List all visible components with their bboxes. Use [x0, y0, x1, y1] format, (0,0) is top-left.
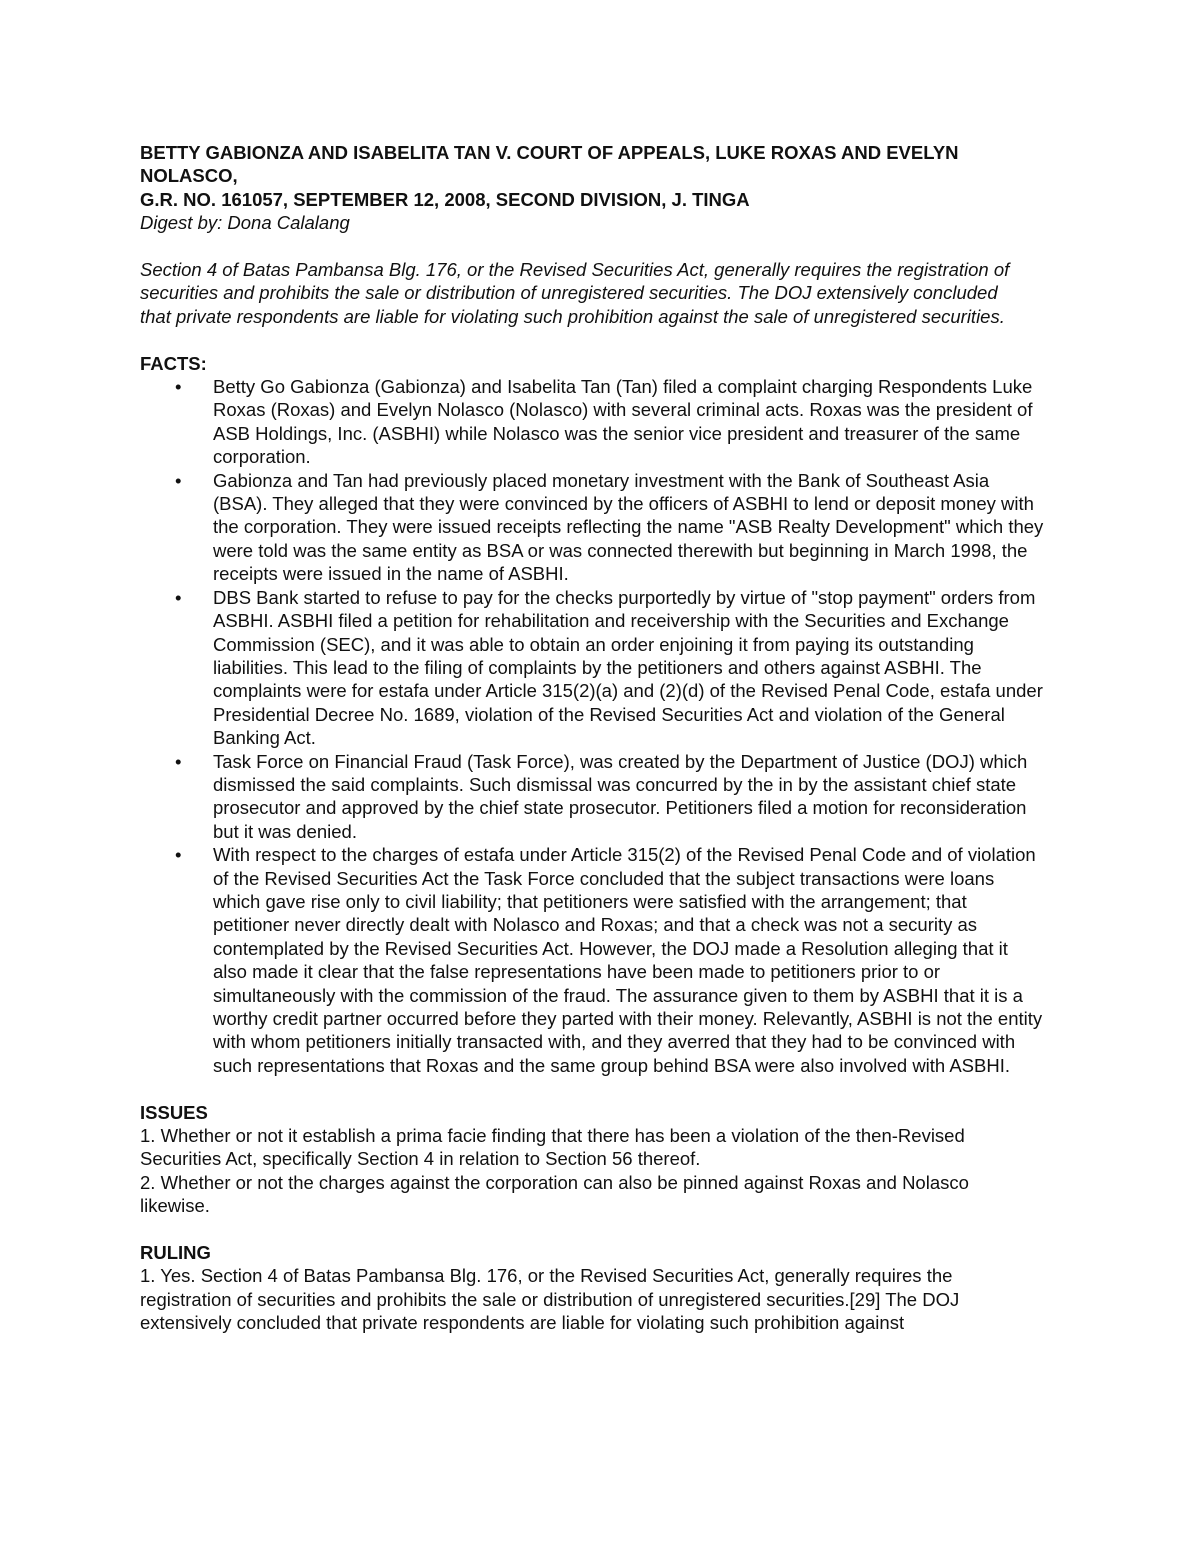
bullet-icon: •: [175, 844, 182, 866]
issue-item: 2. Whether or not the charges against the corporation can also be pinned against Roxas and Nolasco likewise.: [140, 1171, 969, 1217]
facts-list: [140, 375, 1045, 1077]
case-title: BETTY GABIONZA AND ISABELITA TAN V. COURT OF APPEALS, LUKE ROXAS AND EVELYN NOLASCO,: [140, 142, 959, 187]
bullet-icon: •: [175, 376, 182, 398]
fact-text: Betty Go Gabionza (Gabionza) and Isabelita Tan (Tan) filed a complaint charging Respondents Luke Roxas (Roxas) and Evelyn Nolasco (Nolasco) with several criminal acts. Roxas was the president of ASB Holdings, Inc. (ASBHI) while Nolasco was the senior vice president and treasurer of the same corporation.: [213, 376, 1033, 468]
fact-text: DBS Bank started to refuse to pay for the checks purportedly by virtue of "stop payment" orders from ASBHI. ASBHI filed a petition for rehabilitation and receivership with the Securities and Exchange Commission (SEC), and it was able to obtain an order enjoining it from paying its outstanding liabilities. This lead to the filing of complaints by the petitioners and others against ASBHI. The complaints were for estafa under Article 315(2)(a) and (2)(d) of the Revised Penal Code, estafa under Presidential Decree No. 1689, violation of the Revised Securities Act and violation of the General Banking Act.: [213, 586, 1043, 749]
fact-text: Task Force on Financial Fraud (Task Force), was created by the Department of Justice (DOJ) which dismissed the said complaints. Such dismissal was concurred by the in by the assistant chief state prosecutor and approved by the chief state prosecutor. Petitioners filed a motion for reconsideration but it was denied.: [213, 750, 1028, 842]
case-citation: G.R. NO. 161057, SEPTEMBER 12, 2008, SECOND DIVISION, J. TINGA: [140, 188, 750, 210]
fact-text: With respect to the charges of estafa under Article 315(2) of the Revised Penal Code and of violation of the Revised Securities Act the Task Force concluded that the subject transactions were loans which gave rise only to civil liability; that petitioners were satisfied with the arrangement; that petitioner never directly dealt with Nolasco and Roxas; and that a check was not a security as contemplated by the Revised Securities Act. However, the DOJ made a Resolution alleging that it also made it clear that the false representations have been made to petitioners prior to or simultaneously with the commission of the fraud. The assurance given to them by ASBHI that it is a worthy credit partner occurred before they parted with their money. Relevantly, ASBHI is not the entity with whom petitioners initially transacted with, and they averred that they had to be convinced with such representations that Roxas and the same group behind BSA were also involved with ASBHI.: [213, 844, 1043, 1076]
list-item: [140, 375, 1045, 469]
list-item: [140, 469, 1045, 586]
digest-author: Digest by: Dona Calalang: [140, 212, 350, 234]
issue-item: 1. Whether or not it establish a prima facie finding that there has been a violation of the then-Revised Securities Act, specifically Section 4 in relation to Section 56 thereof.: [140, 1125, 965, 1170]
list-item: [140, 586, 1045, 750]
bullet-icon: •: [175, 586, 182, 608]
issues-heading: ISSUES: [140, 1101, 208, 1123]
case-summary: Section 4 of Batas Pambansa Blg. 176, or the Revised Securities Act, generally requires the registration of securities and prohibits the sale or distribution of unregistered securities. The DOJ extensively concluded that private respondents are liable for violating such prohibition against the sale of unregistered securities.: [140, 259, 1010, 327]
ruling-heading: RULING: [140, 1242, 211, 1264]
bullet-icon: •: [175, 750, 182, 772]
list-item: [140, 843, 1045, 1077]
document-page: [140, 141, 1060, 1335]
bullet-icon: •: [175, 469, 182, 491]
list-item: [140, 750, 1045, 844]
fact-text: Gabionza and Tan had previously placed monetary investment with the Bank of Southeast Asia (BSA). They alleged that they were convinced by the officers of ASBHI to lend or deposit money with the corporation. They were issued receipts reflecting the name "ASB Realty Development" which they were told was the same entity as BSA or was connected therewith but beginning in March 1998, the receipts were issued in the name of ASBHI.: [213, 469, 1044, 585]
facts-heading: FACTS:: [140, 352, 207, 374]
ruling-text: 1. Yes. Section 4 of Batas Pambansa Blg. 176, or the Revised Securities Act, generally requires the registration of securities and prohibits the sale or distribution of unregistered securities.[29] The DOJ extensively concluded that private respondents are liable for violating such prohibition against: [140, 1265, 960, 1334]
